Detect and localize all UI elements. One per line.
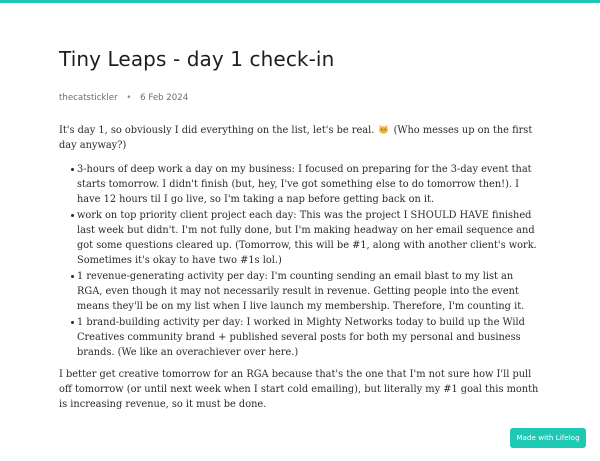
list-item: 1 brand-building activity per day: I worked in Mighty Networks today to build up the Wild Creatives community brand + published several posts for both my personal and business brands. (We like an overachiever over here.) bbox=[77, 315, 541, 360]
intro-text-end: (Who messes up on the first day anyway?) bbox=[59, 125, 533, 151]
grinning-cat-face-emoji-icon bbox=[378, 124, 389, 134]
meta-separator: • bbox=[126, 93, 132, 103]
list-item: 3-hours of deep work a day on my business: I focused on preparing for the 3-day event that starts tomorrow. I didn't finish (but, hey, I've got something else to do tomorrow then!). I have 12 hours til I go live, so I'm taking a nap before getting back on it. bbox=[77, 162, 541, 207]
closing-paragraph: I better get creative tomorrow for an RGA because that's the one that I'm not sure how I'll pull off tomorrow (or until next week when I start cold emailing), but literally my #1 goal this month is increasing revenue, so it must be done. bbox=[59, 369, 539, 410]
intro-text-start: It's day 1, so obviously I did everything on the list, let's be real. bbox=[59, 125, 375, 136]
intro-paragraph bbox=[59, 123, 541, 153]
post-title: Tiny Leaps - day 1 check-in bbox=[59, 47, 335, 71]
post-meta bbox=[59, 92, 541, 104]
post-date: 6 Feb 2024 bbox=[140, 93, 189, 103]
accent-top-bar bbox=[0, 0, 600, 3]
post-article bbox=[59, 38, 541, 412]
post-author[interactable]: thecatstickler bbox=[59, 93, 118, 103]
made-with-lifelog-button[interactable]: Made with Lifelog bbox=[510, 428, 586, 448]
list-item: 1 revenue-generating activity per day: I'm counting sending an email blast to my list an RGA, even though it may not necessarily result in revenue. Getting people into the event means they'll be on my list when I live launch my membership. Therefore, I'm counting it. bbox=[77, 269, 541, 314]
list-item: work on top priority client project each day: This was the project I SHOULD HAVE finished last week but didn't. I'm not fully done, but I'm making headway on her email sequence and got some questions cleared up. (Tomorrow, this will be #1, along with another client's work. Sometimes it's okay to have two #1s lol.) bbox=[77, 208, 541, 268]
checkin-list bbox=[59, 162, 541, 360]
